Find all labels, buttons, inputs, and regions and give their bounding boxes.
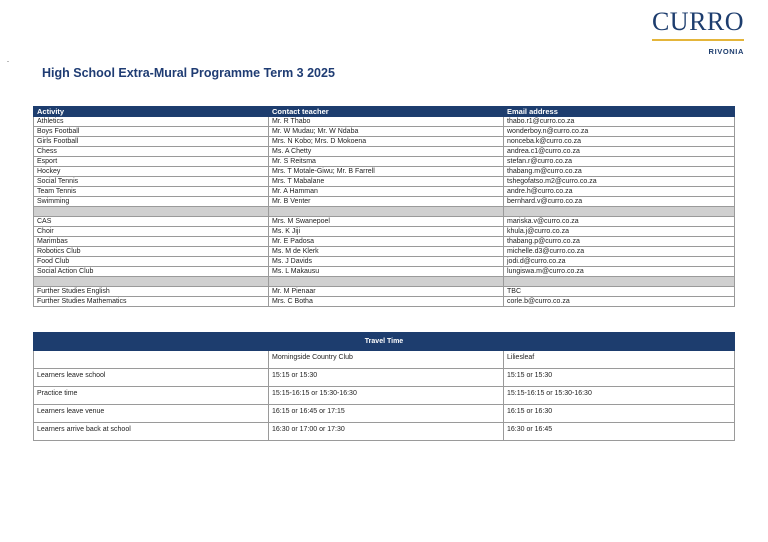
table-row xyxy=(34,197,735,207)
travel-label-cell: Learners leave venue xyxy=(34,405,269,423)
teacher-cell: Ms. M de Klerk xyxy=(269,247,504,257)
table-row xyxy=(34,127,735,137)
activities-table xyxy=(33,106,735,307)
table-row xyxy=(34,187,735,197)
table-row xyxy=(34,247,735,257)
email-cell: andre.h@curro.co.za xyxy=(504,187,735,197)
table-row xyxy=(34,157,735,167)
activity-cell: Further Studies English xyxy=(34,287,269,297)
activity-cell: Social Tennis xyxy=(34,177,269,187)
teacher-cell: Mr. B Venter xyxy=(269,197,504,207)
teacher-cell: Mrs. T Motale-Giwu; Mr. B Farrell xyxy=(269,167,504,177)
teacher-cell: Mrs. C Botha xyxy=(269,297,504,307)
email-cell: khula.j@curro.co.za xyxy=(504,227,735,237)
table-row xyxy=(34,177,735,187)
separator-row xyxy=(34,207,735,217)
email-cell: thabo.r1@curro.co.za xyxy=(504,117,735,127)
teacher-cell xyxy=(269,277,504,287)
travel-time-cell: 15:15-16:15 or 15:30-16:30 xyxy=(504,387,735,405)
email-cell: tshegofatso.m2@curro.co.za xyxy=(504,177,735,187)
teacher-cell: Mr. S Reitsma xyxy=(269,157,504,167)
activity-cell: Choir xyxy=(34,227,269,237)
activity-cell: Social Action Club xyxy=(34,267,269,277)
travel-row xyxy=(34,423,735,441)
email-cell: jodi.d@curro.co.za xyxy=(504,257,735,267)
email-cell: lungiswa.m@curro.co.za xyxy=(504,267,735,277)
activity-cell: Chess xyxy=(34,147,269,157)
activity-cell: Team Tennis xyxy=(34,187,269,197)
page-title: High School Extra-Mural Programme Term 3 2025 xyxy=(42,66,335,80)
activity-cell: Hockey xyxy=(34,167,269,177)
travel-time-title: Travel Time xyxy=(34,333,735,351)
teacher-cell: Mr. R Thabo xyxy=(269,117,504,127)
travel-time-cell: 15:15 or 15:30 xyxy=(504,369,735,387)
teacher-cell: Mrs. N Kobo; Mrs. D Mokoena xyxy=(269,137,504,147)
email-cell: andrea.c1@curro.co.za xyxy=(504,147,735,157)
teacher-cell: Ms. J Davids xyxy=(269,257,504,267)
email-cell: bernhard.v@curro.co.za xyxy=(504,197,735,207)
table-header-row xyxy=(34,107,735,117)
table-row xyxy=(34,147,735,157)
teacher-cell: Mr. M Pienaar xyxy=(269,287,504,297)
email-cell xyxy=(504,277,735,287)
logo-wordmark: CURRO xyxy=(651,7,745,36)
activity-cell: Athletics xyxy=(34,117,269,127)
travel-time-cell: 16:30 or 17:00 or 17:30 xyxy=(269,423,504,441)
table-row xyxy=(34,227,735,237)
activity-cell: Further Studies Mathematics xyxy=(34,297,269,307)
email-cell: nonceba.k@curro.co.za xyxy=(504,137,735,147)
table-row xyxy=(34,117,735,127)
venue-row xyxy=(34,351,735,369)
teacher-cell: Ms. L Makausu xyxy=(269,267,504,277)
logo-campus: RIVONIA xyxy=(708,47,744,56)
curro-logo xyxy=(650,8,746,56)
table-row xyxy=(34,167,735,177)
email-cell xyxy=(504,207,735,217)
travel-row xyxy=(34,369,735,387)
table-row xyxy=(34,137,735,147)
email-cell: TBC xyxy=(504,287,735,297)
teacher-cell: Mrs. M Swanepoel xyxy=(269,217,504,227)
travel-time-cell: 16:15 or 16:30 xyxy=(504,405,735,423)
email-cell: corle.b@curro.co.za xyxy=(504,297,735,307)
activity-cell: Swimming xyxy=(34,197,269,207)
table-row xyxy=(34,297,735,307)
teacher-cell: Mrs. T Mabalane xyxy=(269,177,504,187)
email-cell: michelle.d3@curro.co.za xyxy=(504,247,735,257)
teacher-cell: Ms. K Jiji xyxy=(269,227,504,237)
separator-row xyxy=(34,277,735,287)
travel-label-cell: Learners arrive back at school xyxy=(34,423,269,441)
activity-cell: Marimbas xyxy=(34,237,269,247)
travel-label-cell: Practice time xyxy=(34,387,269,405)
teacher-cell: Mr. A Hamman xyxy=(269,187,504,197)
email-cell: thabang.p@curro.co.za xyxy=(504,237,735,247)
travel-label-cell: Learners leave school xyxy=(34,369,269,387)
travel-time-cell: 15:15 or 15:30 xyxy=(269,369,504,387)
activities-table-body xyxy=(34,117,735,307)
teacher-cell: Mr. W Mudau; Mr. W Ndaba xyxy=(269,127,504,137)
logo-underline xyxy=(652,39,744,41)
travel-time-body xyxy=(34,351,735,441)
activity-cell: CAS xyxy=(34,217,269,227)
travel-time-cell: 16:15 or 16:45 or 17:15 xyxy=(269,405,504,423)
table-row xyxy=(34,237,735,247)
activity-cell: Girls Football xyxy=(34,137,269,147)
teacher-cell: Mr. E Padosa xyxy=(269,237,504,247)
email-cell: mariska.v@curro.co.za xyxy=(504,217,735,227)
activity-cell: Food Club xyxy=(34,257,269,267)
email-cell: thabang.m@curro.co.za xyxy=(504,167,735,177)
travel-time-table xyxy=(33,332,735,441)
column-header-activity: Activity xyxy=(34,107,269,117)
travel-row xyxy=(34,387,735,405)
column-header-email: Email address xyxy=(504,107,735,117)
table-row xyxy=(34,267,735,277)
venue-cell: Morningside Country Club xyxy=(269,351,504,369)
travel-time-cell: 16:30 or 16:45 xyxy=(504,423,735,441)
teacher-cell xyxy=(269,207,504,217)
travel-time-cell: 15:15-16:15 or 15:30-16:30 xyxy=(269,387,504,405)
activity-cell: Robotics Club xyxy=(34,247,269,257)
activity-cell xyxy=(34,277,269,287)
teacher-cell: Ms. A Chetty xyxy=(269,147,504,157)
table-row xyxy=(34,287,735,297)
venue-corner-cell xyxy=(34,351,269,369)
activity-cell: Esport xyxy=(34,157,269,167)
column-header-contact-teacher: Contact teacher xyxy=(269,107,504,117)
venue-cell: Liliesleaf xyxy=(504,351,735,369)
table-row xyxy=(34,217,735,227)
travel-row xyxy=(34,405,735,423)
activity-cell: Boys Football xyxy=(34,127,269,137)
activity-cell xyxy=(34,207,269,217)
email-cell: stefan.r@curro.co.za xyxy=(504,157,735,167)
stray-mark xyxy=(7,61,9,62)
email-cell: wonderboy.n@curro.co.za xyxy=(504,127,735,137)
travel-header-row xyxy=(34,333,735,351)
table-row xyxy=(34,257,735,267)
